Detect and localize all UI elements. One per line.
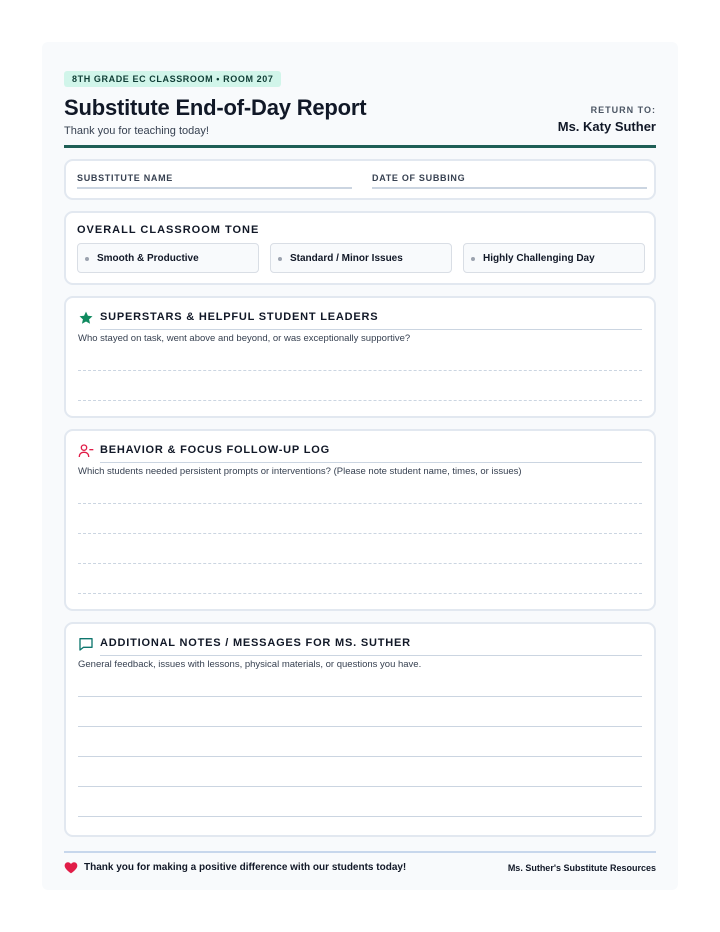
section-prompt: Which students needed persistent prompts or interventions? (Please note student name, times, or issues)	[78, 466, 522, 477]
footer-message: Thank you for making a positive difference with our students today!	[84, 862, 407, 873]
star-icon	[78, 310, 94, 326]
section-prompt: Who stayed on task, went above and beyond, or was exceptionally supportive?	[78, 333, 411, 344]
section-title: BEHAVIOR & FOCUS FOLLOW-UP LOG	[100, 444, 330, 456]
classroom-badge: 8TH GRADE EC CLASSROOM • ROOM 207	[64, 71, 281, 87]
writing-line[interactable]	[78, 816, 642, 817]
page-footer	[64, 859, 656, 879]
heart-icon	[64, 861, 78, 874]
substitute-name-field[interactable]	[77, 187, 352, 189]
section-title: ADDITIONAL NOTES / MESSAGES FOR MS. SUTHER	[100, 637, 411, 649]
classroom-tone-card	[64, 211, 656, 285]
page-subtitle: Thank you for teaching today!	[64, 125, 209, 137]
report-sheet	[42, 42, 678, 890]
writing-line[interactable]	[78, 400, 642, 401]
info-fields-card	[64, 159, 656, 200]
tone-title: OVERALL CLASSROOM TONE	[77, 224, 260, 236]
writing-line[interactable]	[78, 696, 642, 697]
date-label: DATE OF SUBBING	[372, 173, 466, 183]
footer-credit: Ms. Suther's Substitute Resources	[507, 863, 656, 873]
footer-divider	[64, 851, 656, 853]
checkbox-dot	[278, 257, 282, 261]
tone-option-challenging[interactable]	[463, 243, 645, 273]
tone-option-label: Highly Challenging Day	[483, 253, 595, 264]
notes-section	[64, 622, 656, 837]
writing-line[interactable]	[78, 370, 642, 371]
tone-option-smooth[interactable]	[77, 243, 259, 273]
header-divider	[64, 145, 656, 148]
writing-line[interactable]	[78, 563, 642, 564]
report-header	[64, 95, 656, 143]
page-title: Substitute End-of-Day Report	[64, 95, 367, 120]
writing-line[interactable]	[78, 726, 642, 727]
checkbox-dot	[85, 257, 89, 261]
section-title: SUPERSTARS & HELPFUL STUDENT LEADERS	[100, 311, 379, 323]
report-content	[64, 69, 656, 879]
behavior-section	[64, 429, 656, 611]
section-divider	[100, 462, 642, 463]
section-divider	[100, 329, 642, 330]
tone-option-standard[interactable]	[270, 243, 452, 273]
checkbox-dot	[471, 257, 475, 261]
return-to-block	[558, 105, 656, 134]
tone-option-label: Smooth & Productive	[97, 253, 199, 264]
date-field[interactable]	[372, 187, 647, 189]
return-to-label: RETURN TO:	[590, 105, 656, 115]
section-prompt: General feedback, issues with lessons, physical materials, or questions you have.	[78, 659, 422, 670]
tone-option-label: Standard / Minor Issues	[290, 253, 403, 264]
superstars-section	[64, 296, 656, 418]
writing-line[interactable]	[78, 533, 642, 534]
writing-line[interactable]	[78, 756, 642, 757]
writing-line[interactable]	[78, 593, 642, 594]
writing-line[interactable]	[78, 503, 642, 504]
message-square-icon	[78, 636, 94, 652]
writing-line[interactable]	[78, 786, 642, 787]
user-minus-icon	[78, 443, 94, 459]
section-divider	[100, 655, 642, 656]
return-to-name: Ms. Katy Suther	[557, 119, 656, 134]
substitute-name-label: SUBSTITUTE NAME	[77, 173, 173, 183]
